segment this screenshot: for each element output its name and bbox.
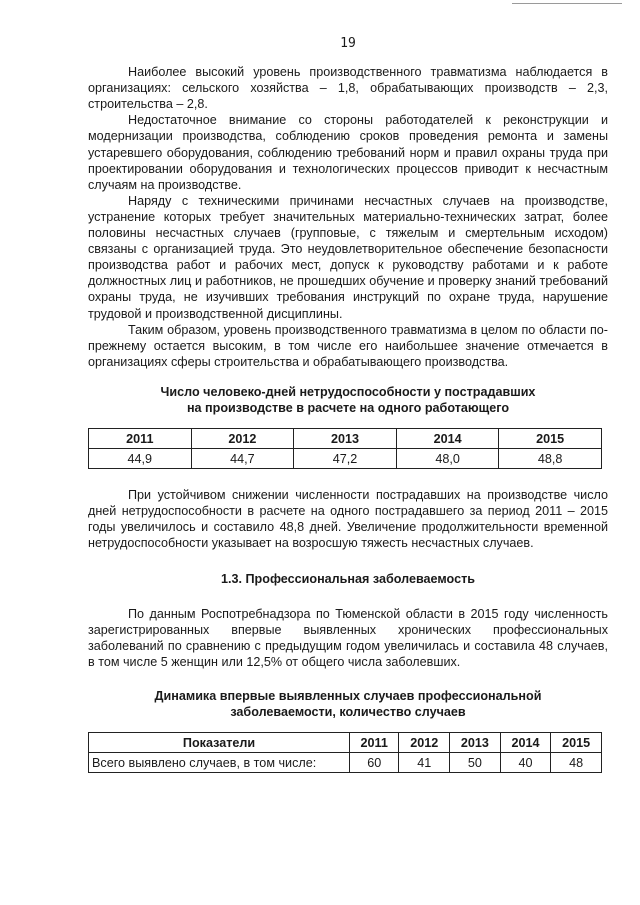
table2-title-line1: Динамика впервые выявленных случаев профессиональной [154,688,542,703]
occupational-disease-table [88,732,602,773]
paragraph-occupational-disease: По данным Роспотребнадзора по Тюменской области в 2015 году численность зарегистрированных впервые выявленных хронических профессиональных заболеваний по сравнению с предыдущим годом увеличилась и составила 48 случаев, в том числе 5 женщин или 12,5% от общего числа заболевших. [88,606,608,669]
year-header: 2015 [551,733,602,753]
year-header: 2014 [396,429,499,449]
table-row [89,753,602,773]
page-number: 19 [340,36,356,51]
value-cell: 60 [350,753,399,773]
table2-title [88,688,608,720]
value-cell: 48,0 [396,449,499,469]
table2-title-line2: заболеваемости, количество случаев [230,705,466,719]
paragraph-employer-attention: Недостаточное внимание со стороны работодателей к реконструкции и модернизации производства, соблюдению сроков проведения ремонта и замены устаревшего оборудования, соблюдению требований норм и правил охраны труда при проектировании оборудования и технологических процессов приводит к несчастным случаям на производстве. [88,113,608,192]
table1-title-line1: Число человеко-дней нетрудоспособности у пострадавших [160,384,536,399]
table-header-row [89,429,602,449]
section-heading: 1.3. Профессиональная заболеваемость [221,572,475,587]
paragraph-conclusion: Таким образом, уровень производственного травматизма в целом по области по-прежнему остается высоким, в том числе его наибольшее значение отмечается в организациях сферы строительства и обрабатывающего производства. [88,322,608,369]
indicator-header: Показатели [89,733,350,753]
table-row [89,449,602,469]
value-cell: 44,9 [89,449,192,469]
year-header: 2013 [294,429,397,449]
value-cell: 48,8 [499,449,602,469]
value-cell: 41 [399,753,450,773]
table1-title [88,384,608,416]
year-header: 2012 [399,733,450,753]
value-cell: 44,7 [191,449,294,469]
paragraph-technical-causes: Наряду с техническими причинами несчастных случаев на производстве, устранение которых требует значительных материально-технических затрат, более половины несчастных случаев (групповые, с тяжелым и смертельным исходом) связаны с организацией труда. Это неудовлетворительное обеспечение безопасности производства работ и рабочих мест, допуск к руководству работами и к работе должностных лиц и работников, не прошедших обучение и проверку знаний требований охраны труда, не изучивших требования инструкций по охране труда, нарушение трудовой и производственной дисциплины. [88,193,608,321]
document-page [88,36,608,773]
value-cell: 47,2 [294,449,397,469]
table1-title-line2: на производстве в расчете на одного работающего [186,400,510,415]
year-header: 2011 [350,733,399,753]
value-cell: 50 [450,753,501,773]
year-header: 2011 [89,429,192,449]
paragraph-disability-duration: При устойчивом снижении численности пострадавших на производстве число дней нетрудоспособности в расчете на одного пострадавшего за период 2011 – 2015 годы увеличилось и составило 48,8 дней. Увеличение продолжительности временной нетрудоспособности указывает на возросшую тяжесть несчастных случаев. [88,488,608,551]
year-header: 2015 [499,429,602,449]
top-rule [512,3,622,4]
value-cell: 40 [500,753,551,773]
year-header: 2014 [500,733,551,753]
table-header-row [89,733,602,753]
year-header: 2013 [450,733,501,753]
row-label: Всего выявлено случаев, в том числе: [89,753,350,773]
disability-days-table [88,428,602,469]
year-header: 2012 [191,429,294,449]
value-cell: 48 [551,753,602,773]
paragraph-injury-levels: Наиболее высокий уровень производственного травматизма наблюдается в организациях: сельского хозяйства – 1,8, обрабатывающих производств – 2,3, строительства – 2,8. [88,65,608,112]
